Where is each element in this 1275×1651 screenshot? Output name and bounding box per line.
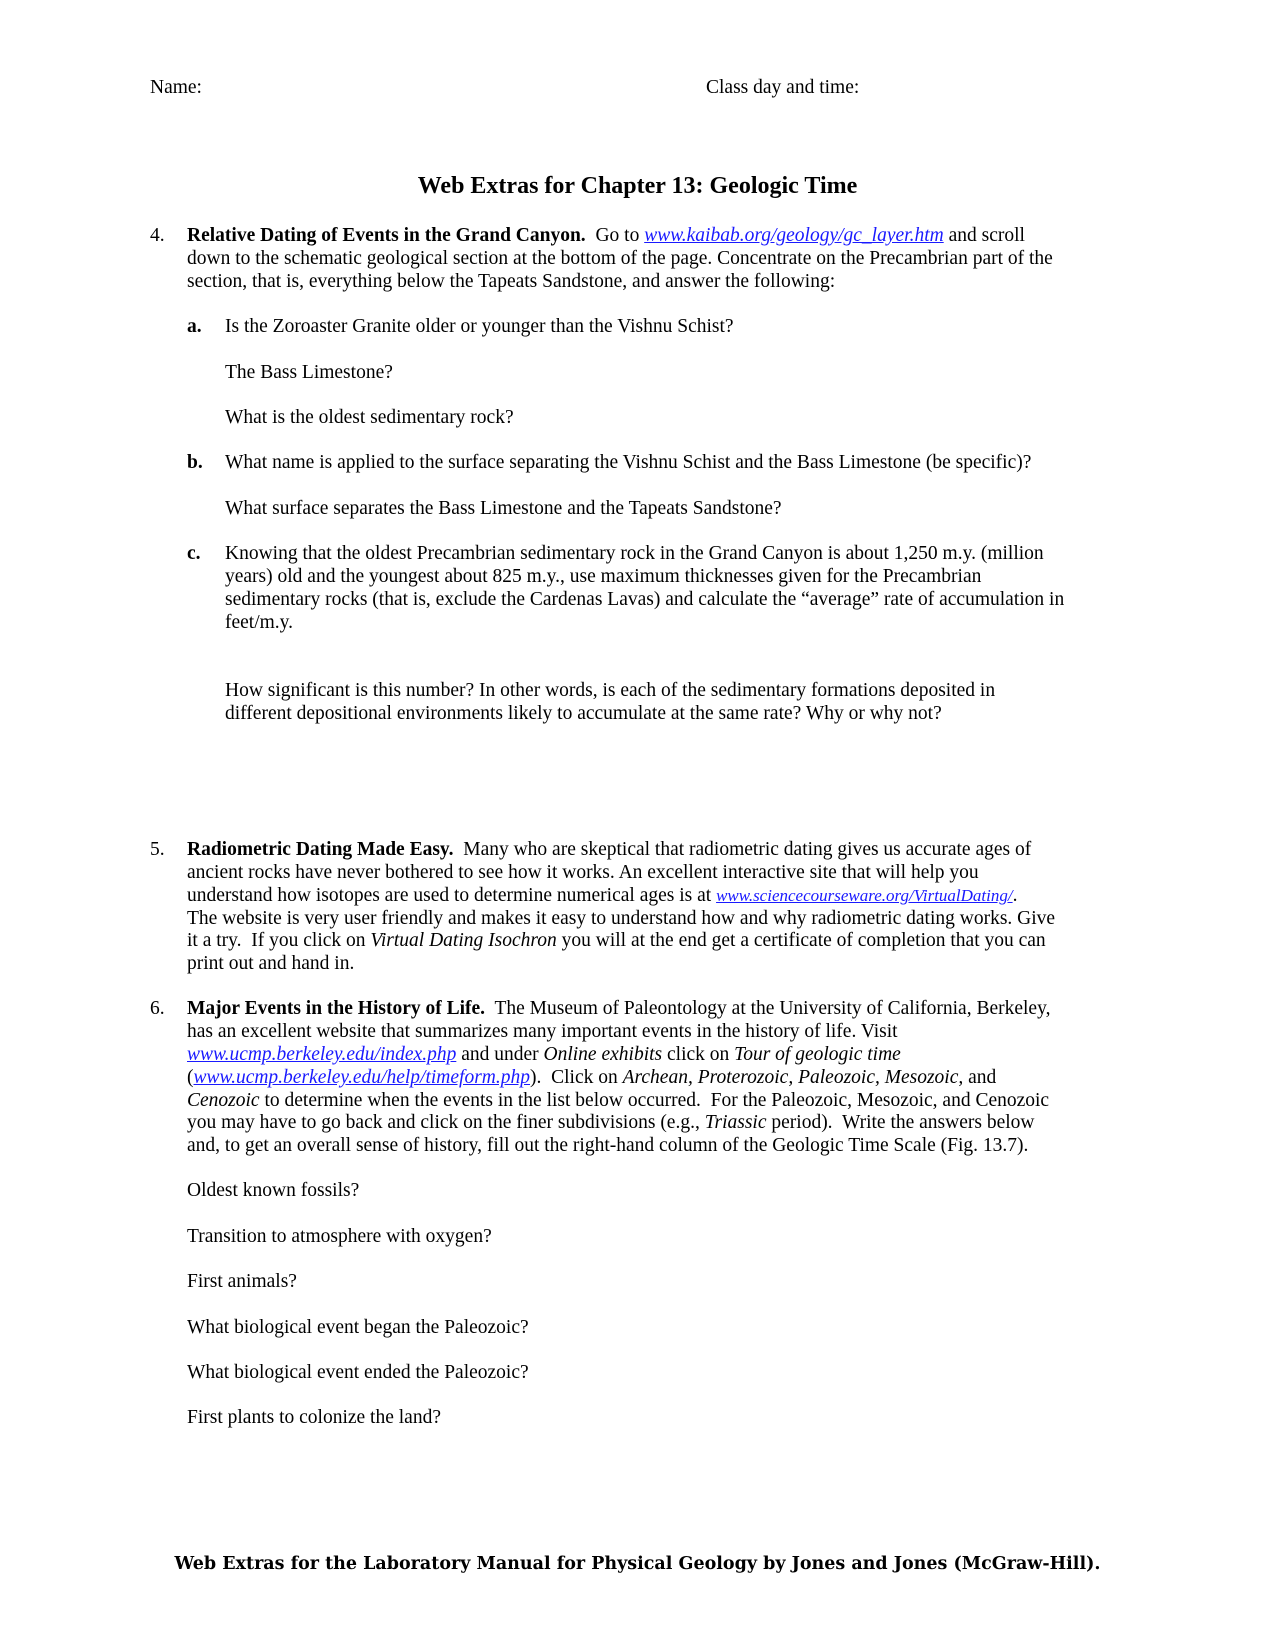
question-4-heading: Relative Dating of Events in the Grand Canyon.	[187, 225, 586, 246]
question-5-heading: Radiometric Dating Made Easy.	[187, 839, 454, 860]
question-4-line-1	[187, 224, 1025, 248]
ucmp-index-link[interactable]: www.ucmp.berkeley.edu/index.php	[187, 1044, 457, 1065]
question-number-5: 5.	[150, 839, 165, 860]
q6-text: to determine when the events in the list below occurred. For the Paleozoic, Mesozoic, and Cenozoic	[259, 1090, 1050, 1111]
question-number-4: 4.	[150, 225, 165, 246]
subquestion-c-line-1: Knowing that the oldest Precambrian sedimentary rock in the Grand Canyon is about 1,250 m.y. (million	[225, 543, 1044, 564]
q6-text: The Museum of Paleontology at the University of California, Berkeley,	[485, 998, 1051, 1019]
q6-text: you may have to go back and click on the finer subdivisions (e.g.,	[187, 1112, 705, 1133]
question-5-line-3	[187, 884, 1017, 908]
q6-text: period). Write the answers below	[766, 1112, 1035, 1133]
question-6-line-6	[187, 1111, 1034, 1135]
question-6-heading: Major Events in the History of Life.	[187, 998, 486, 1019]
question-6-line-3	[187, 1043, 901, 1067]
virtual-dating-isochron: Virtual Dating Isochron	[370, 930, 557, 951]
subquestion-c-line-3: sedimentary rocks (that is, exclude the Cardenas Lavas) and calculate the “average” rate of accumulation in	[225, 589, 1065, 610]
list-item: First plants to colonize the land?	[187, 1407, 441, 1428]
subquestion-a-q1: Is the Zoroaster Granite older or younger than the Vishnu Schist?	[225, 316, 734, 337]
question-6-line-2: has an excellent website that summarizes many important events in the history of life. Visit	[187, 1021, 898, 1042]
list-item: Transition to atmosphere with oxygen?	[187, 1226, 492, 1247]
question-6-line-1	[187, 997, 1050, 1021]
list-item: First animals?	[187, 1271, 297, 1292]
subquestion-a-q3: What is the oldest sedimentary rock?	[225, 407, 514, 428]
q6-text: ). Click on	[530, 1067, 623, 1088]
subquestion-c-line-6: different depositional environments likely to accumulate at the same rate? Why or why not?	[225, 703, 942, 724]
q6-text: (	[187, 1067, 194, 1088]
question-6-line-5	[187, 1089, 1049, 1113]
class-day-label: Class day and time:	[706, 77, 860, 98]
virtual-dating-link[interactable]: www.sciencecourseware.org/VirtualDating/	[716, 886, 1013, 905]
question-5-line-2: ancient rocks have never bothered to see how it works. An excellent interactive site that will help you	[187, 862, 979, 883]
online-exhibits: Online exhibits	[543, 1044, 663, 1065]
ucmp-timeform-link[interactable]: www.ucmp.berkeley.edu/help/timeform.php	[193, 1067, 530, 1088]
question-6-line-7: and, to get an overall sense of history, fill out the right-hand column of the Geologic Time Scale (Fig. 13.7).	[187, 1135, 1029, 1156]
question-6-line-4	[187, 1066, 996, 1090]
question-5-line-6: print out and hand in.	[187, 953, 355, 974]
q5-text: it a try. If you click on	[187, 930, 371, 951]
question-4-line-3: section, that is, everything below the Tapeats Sandstone, and answer the following:	[187, 271, 836, 292]
page-title: Web Extras for Chapter 13: Geologic Time	[417, 173, 858, 199]
page-footer: Web Extras for the Laboratory Manual for Physical Geology by Jones and Jones (McGraw-Hill).	[174, 1554, 1101, 1574]
subquestion-b-label: b.	[187, 452, 203, 473]
question-number-6: 6.	[150, 998, 165, 1019]
q6-text: click on	[662, 1044, 735, 1065]
subquestion-b-q1: What name is applied to the surface separating the Vishnu Schist and the Bass Limestone (be specific)?	[225, 452, 1032, 473]
subquestion-a-q2: The Bass Limestone?	[225, 362, 393, 383]
question-4-line-2: down to the schematic geological section at the bottom of the page. Concentrate on the Precambrian part of the	[187, 248, 1053, 269]
kaibab-link[interactable]: www.kaibab.org/geology/gc_layer.htm	[644, 225, 944, 246]
list-item: What biological event ended the Paleozoic?	[187, 1362, 529, 1383]
q4-text: and scroll	[943, 225, 1025, 246]
q5-text: Many who are skeptical that radiometric dating gives us accurate ages of	[453, 839, 1032, 860]
q5-text: .	[1012, 885, 1018, 906]
subquestion-c-line-5: How significant is this number? In other words, is each of the sedimentary formations deposited in	[225, 680, 996, 701]
question-5-line-4: The website is very user friendly and makes it easy to understand how and why radiometric dating works. Give	[187, 908, 1056, 929]
q4-text: Go to	[585, 225, 645, 246]
era-names: Archean, Proterozoic, Paleozoic, Mesozoic,	[622, 1067, 964, 1088]
list-item: What biological event began the Paleozoic?	[187, 1317, 529, 1338]
q6-text: and under	[456, 1044, 544, 1065]
subquestion-c-label: c.	[187, 543, 201, 564]
q5-text: understand how isotopes are used to determine numerical ages is at	[187, 885, 717, 906]
subquestion-a-label: a.	[187, 316, 202, 337]
subquestion-c-line-4: feet/m.y.	[225, 612, 294, 633]
subquestion-c-line-2: years) old and the youngest about 825 m.y., use maximum thicknesses given for the Precambrian	[225, 566, 982, 587]
name-label: Name:	[150, 77, 202, 98]
list-item: Oldest known fossils?	[187, 1180, 360, 1201]
q5-text: you will at the end get a certificate of completion that you can	[556, 930, 1046, 951]
subquestion-b-q2: What surface separates the Bass Limestone and the Tapeats Sandstone?	[225, 498, 782, 519]
question-5-line-5	[187, 929, 1046, 953]
tour-of-geologic-time: Tour of geologic time	[734, 1044, 901, 1065]
question-5-line-1	[187, 838, 1031, 862]
q6-text: and	[963, 1067, 997, 1088]
cenozoic: Cenozoic	[187, 1090, 260, 1111]
triassic: Triassic	[704, 1112, 767, 1133]
